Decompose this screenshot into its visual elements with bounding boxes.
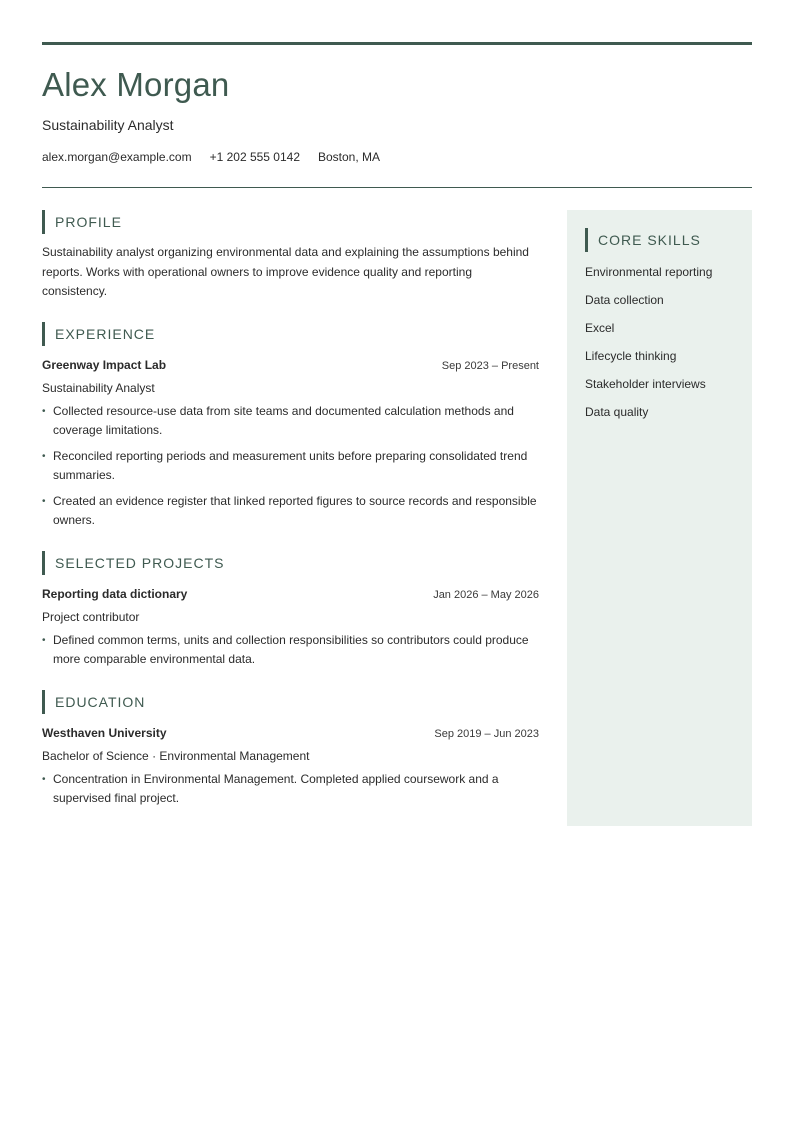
section-heading-projects: SELECTED PROJECTS bbox=[42, 551, 539, 575]
bullet-text: Concentration in Environmental Management. Completed applied coursework and a supervised final project. bbox=[53, 771, 499, 805]
contact-email[interactable]: alex.morgan@example.com bbox=[42, 150, 192, 164]
skills-sidebar-inner bbox=[567, 210, 752, 420]
contact-line bbox=[42, 149, 752, 165]
skill-item: Excel bbox=[585, 321, 615, 335]
main-column bbox=[42, 210, 539, 809]
entry-organization: Greenway Impact Lab bbox=[42, 357, 167, 372]
bullet-text: Defined common terms, units and collection responsibilities so contributors could produce more comparable environmental data. bbox=[53, 632, 529, 666]
section-heading-skills: CORE SKILLS bbox=[585, 228, 734, 252]
bullet-dot-icon: • bbox=[42, 405, 46, 417]
bullet-dot-icon: • bbox=[42, 773, 46, 785]
entry-bullets bbox=[42, 631, 539, 670]
entry-role: Bachelor of Science · Environmental Management bbox=[42, 748, 310, 763]
bullet-item bbox=[42, 770, 539, 809]
education-section bbox=[42, 690, 539, 809]
bullet-dot-icon: • bbox=[42, 450, 46, 462]
skill-item: Lifecycle thinking bbox=[585, 349, 677, 363]
skill-item: Stakeholder interviews bbox=[585, 377, 706, 391]
projects-section bbox=[42, 551, 539, 670]
bullet-text: Reconciled reporting periods and measurement units before preparing consolidated trend summaries. bbox=[53, 448, 528, 482]
skills-sidebar bbox=[567, 210, 752, 826]
entry-header bbox=[42, 357, 539, 374]
bullet-dot-icon: • bbox=[42, 634, 46, 646]
experience-entry bbox=[42, 357, 539, 531]
entry-role: Project contributor bbox=[42, 609, 140, 624]
section-heading-profile: PROFILE bbox=[42, 210, 539, 234]
skill-item: Data quality bbox=[585, 405, 649, 419]
candidate-title: Sustainability Analyst bbox=[42, 117, 174, 133]
skill-item: Environmental reporting bbox=[585, 265, 713, 279]
resume-page bbox=[42, 42, 752, 805]
section-heading-experience: EXPERIENCE bbox=[42, 322, 539, 346]
entry-header bbox=[42, 725, 539, 742]
top-rule bbox=[42, 42, 752, 45]
entry-organization: Reporting data dictionary bbox=[42, 586, 188, 601]
entry-dates: Jan 2026 – May 2026 bbox=[433, 588, 539, 601]
profile-text: Sustainability analyst organizing environmental data and explaining the assumptions behind reports. Works with operational owners to improve evidence quality and reporting consistency. bbox=[42, 245, 529, 298]
entry-organization: Westhaven University bbox=[42, 725, 167, 740]
entry-bullets bbox=[42, 402, 539, 531]
entry-dates: Sep 2023 – Present bbox=[441, 359, 539, 372]
contact-phone[interactable]: +1 202 555 0142 bbox=[209, 150, 300, 164]
section-heading-education: EDUCATION bbox=[42, 690, 539, 714]
bullet-dot-icon: • bbox=[42, 495, 46, 507]
bullet-item bbox=[42, 402, 539, 441]
profile-section bbox=[42, 210, 539, 302]
experience-section bbox=[42, 322, 539, 531]
bullet-item bbox=[42, 631, 539, 670]
contact-location: Boston, MA bbox=[318, 150, 381, 164]
header-divider bbox=[42, 187, 752, 188]
project-entry bbox=[42, 586, 539, 670]
entry-dates: Sep 2019 – Jun 2023 bbox=[434, 727, 539, 740]
bullet-item bbox=[42, 447, 539, 486]
candidate-name: Alex Morgan bbox=[42, 66, 230, 103]
bullet-item bbox=[42, 492, 539, 531]
education-entry bbox=[42, 725, 539, 809]
bullet-text: Collected resource-use data from site teams and documented calculation methods and coverage limitations. bbox=[53, 403, 514, 437]
entry-role: Sustainability Analyst bbox=[42, 380, 155, 395]
entry-header bbox=[42, 586, 539, 603]
entry-bullets bbox=[42, 770, 539, 809]
skill-item: Data collection bbox=[585, 293, 664, 307]
bullet-text: Created an evidence register that linked reported figures to source records and responsible owners. bbox=[53, 493, 537, 527]
